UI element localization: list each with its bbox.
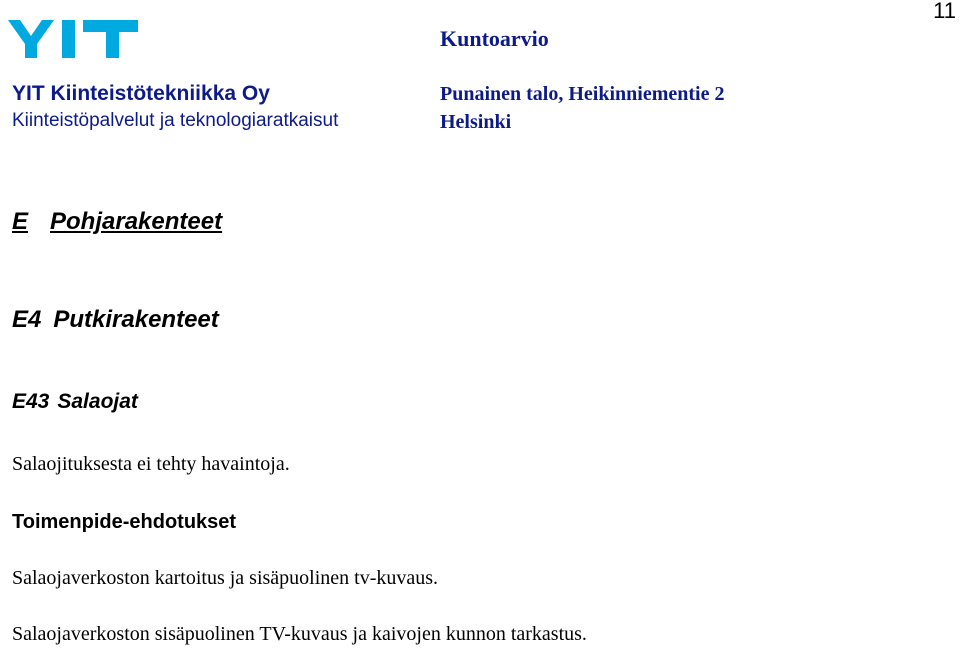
subsubsection-heading — [12, 390, 138, 414]
section-title: Pohjarakenteet — [50, 208, 223, 235]
yit-logo — [8, 20, 138, 60]
observation-text: Salaojituksesta ei tehty havaintoja. — [12, 453, 290, 475]
subsection-code: E4 — [12, 306, 42, 333]
action-item: Salaojaverkoston kartoitus ja sisäpuolinen tv-kuvaus. — [12, 567, 439, 589]
document-type: Kuntoarvio — [440, 26, 549, 51]
company-subtitle: Kiinteistöpalvelut ja teknologiaratkaisut — [12, 110, 339, 131]
subsection-heading — [12, 306, 219, 334]
property-city: Helsinki — [440, 111, 512, 133]
company-name: YIT Kiinteistötekniikka Oy — [12, 82, 270, 105]
actions-heading: Toimenpide-ehdotukset — [12, 511, 237, 533]
page-number: 11 — [933, 0, 956, 23]
subsubsection-code: E43 — [12, 390, 50, 413]
subsubsection-title: Salaojat — [57, 390, 138, 413]
action-item: Salaojaverkoston sisäpuolinen TV-kuvaus ja kaivojen kunnon tarkastus. — [12, 623, 587, 645]
section-code: E — [12, 208, 29, 235]
section-heading — [12, 208, 222, 236]
subsection-title: Putkirakenteet — [53, 306, 219, 333]
property-address: Punainen talo, Heikinniementie 2 — [440, 83, 725, 105]
